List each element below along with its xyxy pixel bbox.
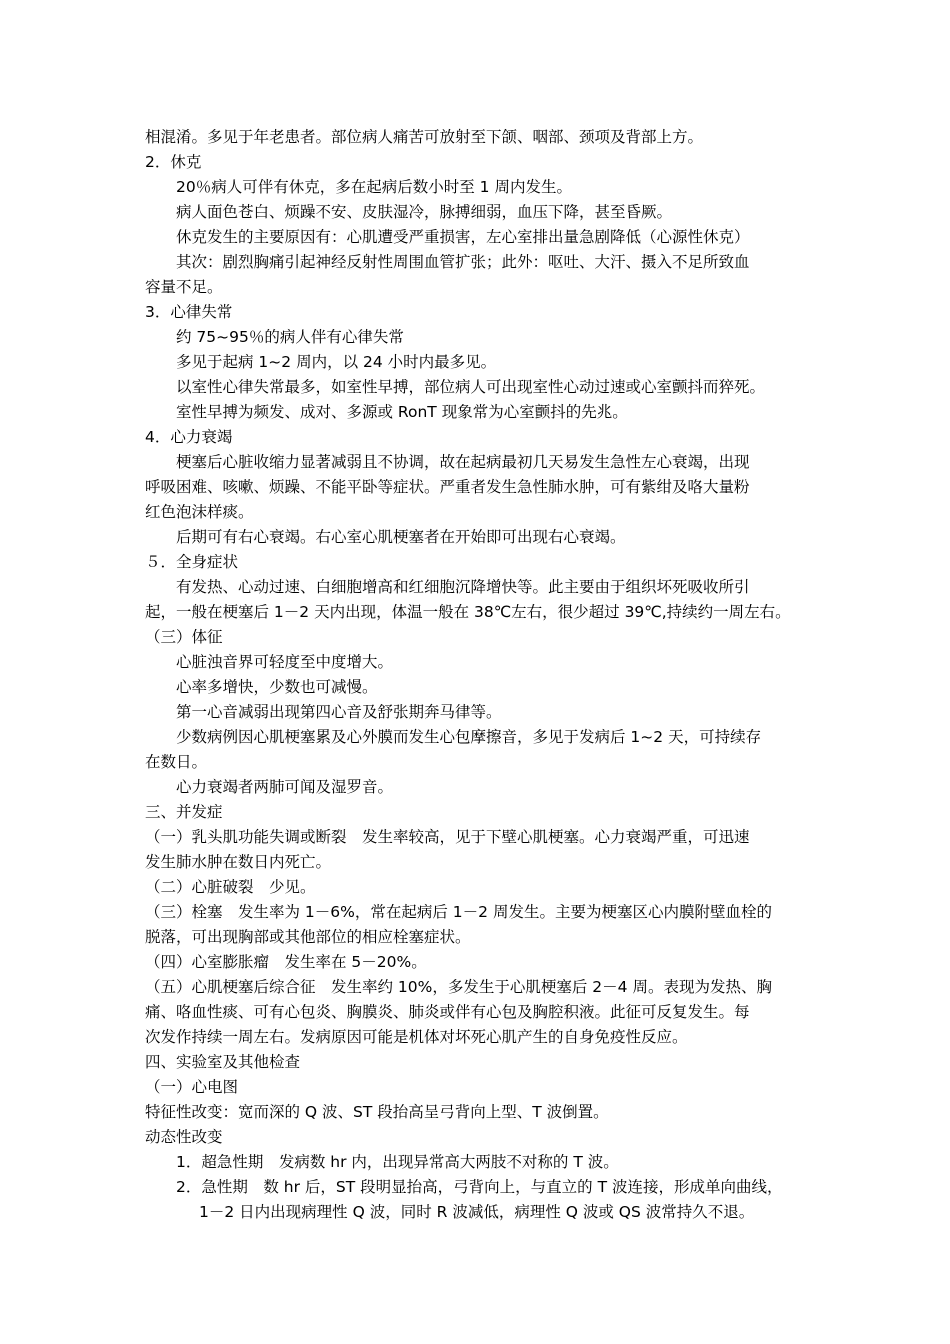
text-line: （三）栓塞 发生率为 1－6%，常在起病后 1－2 周发生。主要为梗塞区心内膜附壁血栓的	[145, 903, 772, 921]
section-heading: ５．全身症状	[145, 553, 239, 571]
text-line: 痛、咯血性痰、可有心包炎、胸膜炎、肺炎或伴有心包及胸腔积液。此征可反复发生。每	[145, 1003, 750, 1021]
section-heading: 三、并发症	[145, 803, 223, 821]
text-line: 红色泡沫样痰。	[145, 503, 254, 521]
text-line: 梗塞后心脏收缩力显著减弱且不协调，故在起病最初几天易发生急性左心衰竭，出现	[176, 453, 750, 471]
section-heading: 四、实验室及其他检查	[145, 1053, 301, 1071]
text-line: 20％病人可伴有休克，多在起病后数小时至 1 周内发生。	[176, 178, 572, 196]
text-line: 起，一般在梗塞后 1－2 天内出现，体温一般在 38℃左右，很少超过 39℃,持续约一周左右。	[145, 603, 791, 621]
text-line: 约 75~95％的病人伴有心律失常	[176, 328, 404, 346]
text-line: 室性早搏为频发、成对、多源或 RonT 现象常为心室颤抖的先兆。	[176, 403, 628, 421]
text-line: 发生肺水肿在数日内死亡。	[145, 853, 332, 871]
text-line: 容量不足。	[145, 278, 223, 296]
text-line: 相混淆。多见于年老患者。部位病人痛苦可放射至下颌、咽部、颈项及背部上方。	[145, 128, 704, 146]
text-line: （四）心室膨胀瘤 发生率在 5－20%。	[145, 953, 427, 971]
text-line: 病人面色苍白、烦躁不安、皮肤湿冷，脉搏细弱，血压下降，甚至昏厥。	[176, 203, 673, 221]
text-line: 在数日。	[145, 753, 208, 771]
text-line: 动态性改变	[145, 1128, 223, 1146]
text-line: 心力衰竭者两肺可闻及湿罗音。	[176, 778, 394, 796]
text-line: 2．急性期 数 hr 后，ST 段明显抬高，弓背向上，与直立的 T 波连接，形成单向曲线，	[176, 1178, 783, 1196]
text-line: （五）心肌梗塞后综合征 发生率约 10%，多发生于心肌梗塞后 2－4 周。表现为发热、胸	[145, 978, 772, 996]
section-heading: （三）体征	[145, 628, 223, 646]
text-line: 心率多增快，少数也可减慢。	[176, 678, 378, 696]
section-heading: 4．心力衰竭	[145, 428, 233, 446]
section-heading: 2．休克	[145, 153, 202, 171]
text-line: （一）乳头肌功能失调或断裂 发生率较高，见于下壁心肌梗塞。心力衰竭严重，可迅速	[145, 828, 750, 846]
text-line: 第一心音减弱出现第四心音及舒张期奔马律等。	[176, 703, 502, 721]
text-line: 1－2 日内出现病理性 Q 波，同时 R 波减低，病理性 Q 波或 QS 波常持久不退。	[199, 1203, 755, 1221]
text-line: 呼吸困难、咳嗽、烦躁、不能平卧等症状。严重者发生急性肺水肿，可有紫绀及咯大量粉	[145, 478, 750, 496]
text-line: 1．超急性期 发病数 hr 内，出现异常高大两肢不对称的 T 波。	[176, 1153, 619, 1171]
section-heading: （一）心电图	[145, 1078, 239, 1096]
text-line: （二）心脏破裂 少见。	[145, 878, 316, 896]
section-heading: 3．心律失常	[145, 303, 233, 321]
text-line: 多见于起病 1~2 周内，以 24 小时内最多见。	[176, 353, 497, 371]
text-line: 特征性改变：宽而深的 Q 波、ST 段抬高呈弓背向上型、T 波倒置。	[145, 1103, 609, 1121]
text-line: 心脏浊音界可轻度至中度增大。	[176, 653, 394, 671]
text-line: 脱落，可出现胸部或其他部位的相应栓塞症状。	[145, 928, 471, 946]
text-line: 其次：剧烈胸痛引起神经反射性周围血管扩张；此外：呕吐、大汗、摄入不足所致血	[176, 253, 750, 271]
text-line: 有发热、心动过速、白细胞增高和红细胞沉降增快等。此主要由于组织坏死吸收所引	[176, 578, 750, 596]
text-line: 休克发生的主要原因有：心肌遭受严重损害，左心室排出量急剧降低（心源性休克）	[176, 228, 750, 246]
text-line: 以室性心律失常最多，如室性早搏，部位病人可出现室性心动过速或心室颤抖而猝死。	[176, 378, 766, 396]
text-line: 次发作持续一周左右。发病原因可能是机体对坏死心肌产生的自身免疫性反应。	[145, 1028, 688, 1046]
text-line: 后期可有右心衰竭。右心室心肌梗塞者在开始即可出现右心衰竭。	[176, 528, 626, 546]
text-line: 少数病例因心肌梗塞累及心外膜而发生心包摩擦音，多见于发病后 1~2 天，可持续存	[176, 728, 762, 746]
